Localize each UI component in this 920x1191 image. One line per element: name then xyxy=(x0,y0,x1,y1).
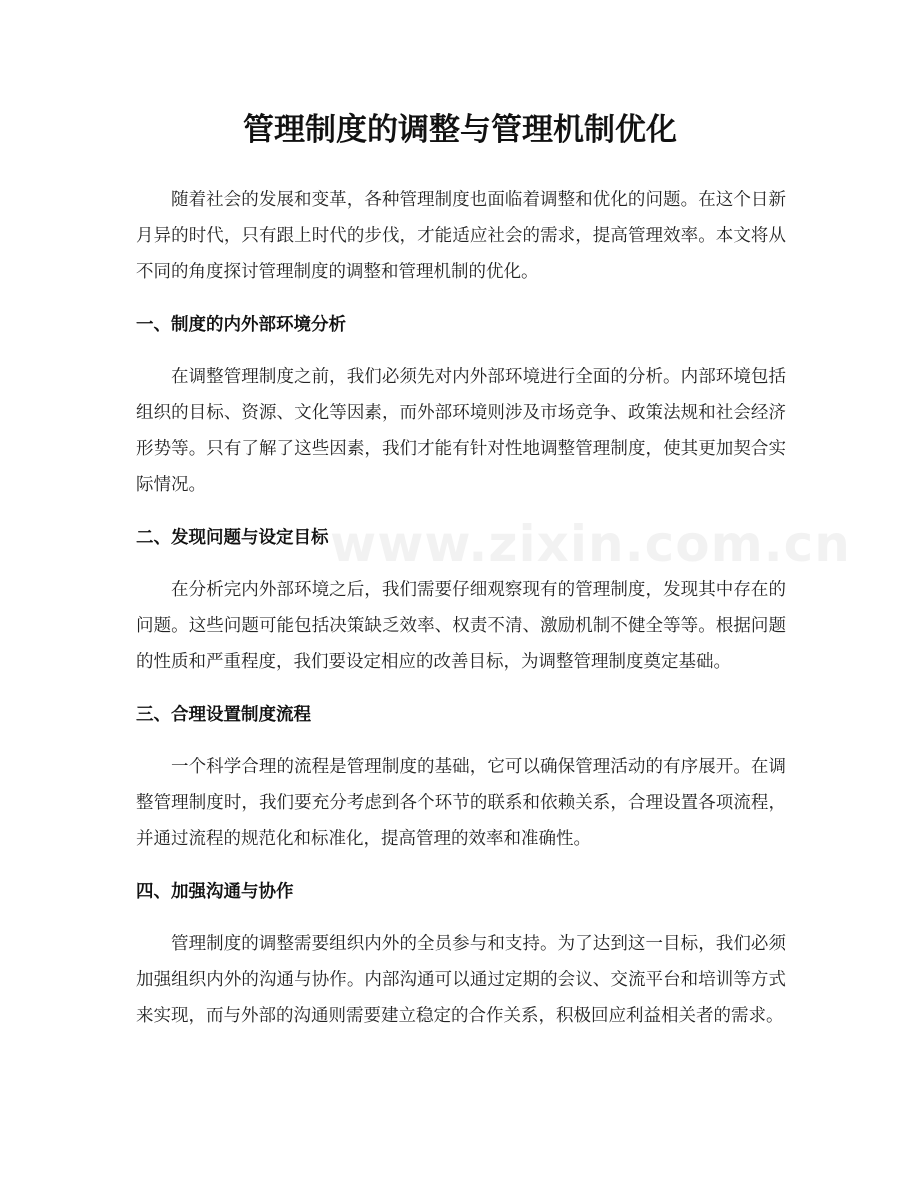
watermark: www.zixin.com.cn xyxy=(330,515,851,573)
section-1-heading: 一、制度的内外部环境分析 xyxy=(136,315,346,335)
section-1-paragraph: 在调整管理制度之前，我们必须先对内外部环境进行全面的分析。内部环境包括组织的目标、资源、文化等因素，而外部环境则涉及市场竞争、政策法规和社会经济形势等。只有了解了这些因素，我们才能有针对性地调整管理制度，使其更加契合实际情况。 xyxy=(136,367,786,495)
intro-paragraph: 随着社会的发展和变革，各种管理制度也面临着调整和优化的问题。在这个日新月异的时代，只有跟上时代的步伐，才能适应社会的需求，提高管理效率。本文将从不同的角度探讨管理制度的调整和管理机制的优化。 xyxy=(136,190,786,282)
section-2-heading: 二、发现问题与设定目标 xyxy=(136,528,329,548)
section-4-paragraph: 管理制度的调整需要组织内外的全员参与和支持。为了达到这一目标，我们必须加强组织内外的沟通与协作。内部沟通可以通过定期的会议、交流平台和培训等方式来实现，而与外部的沟通则需要建立稳定的合作关系，积极回应利益相关者的需求。 xyxy=(136,934,786,1026)
document-body xyxy=(136,182,786,1034)
section-2-paragraph: 在分析完内外部环境之后，我们需要仔细观察现有的管理制度，发现其中存在的问题。这些问题可能包括决策缺乏效率、权责不清、激励机制不健全等等。根据问题的性质和严重程度，我们要设定相应的改善目标，为调整管理制度奠定基础。 xyxy=(136,580,786,672)
section-4-heading: 四、加强沟通与协作 xyxy=(136,882,294,902)
document-title: 管理制度的调整与管理机制优化 xyxy=(243,112,677,148)
section-3-heading: 三、合理设置制度流程 xyxy=(136,705,311,725)
section-3-paragraph: 一个科学合理的流程是管理制度的基础，它可以确保管理活动的有序展开。在调整管理制度时，我们要充分考虑到各个环节的联系和依赖关系，合理设置各项流程，并通过流程的规范化和标准化，提高管理的效率和准确性。 xyxy=(136,757,786,849)
